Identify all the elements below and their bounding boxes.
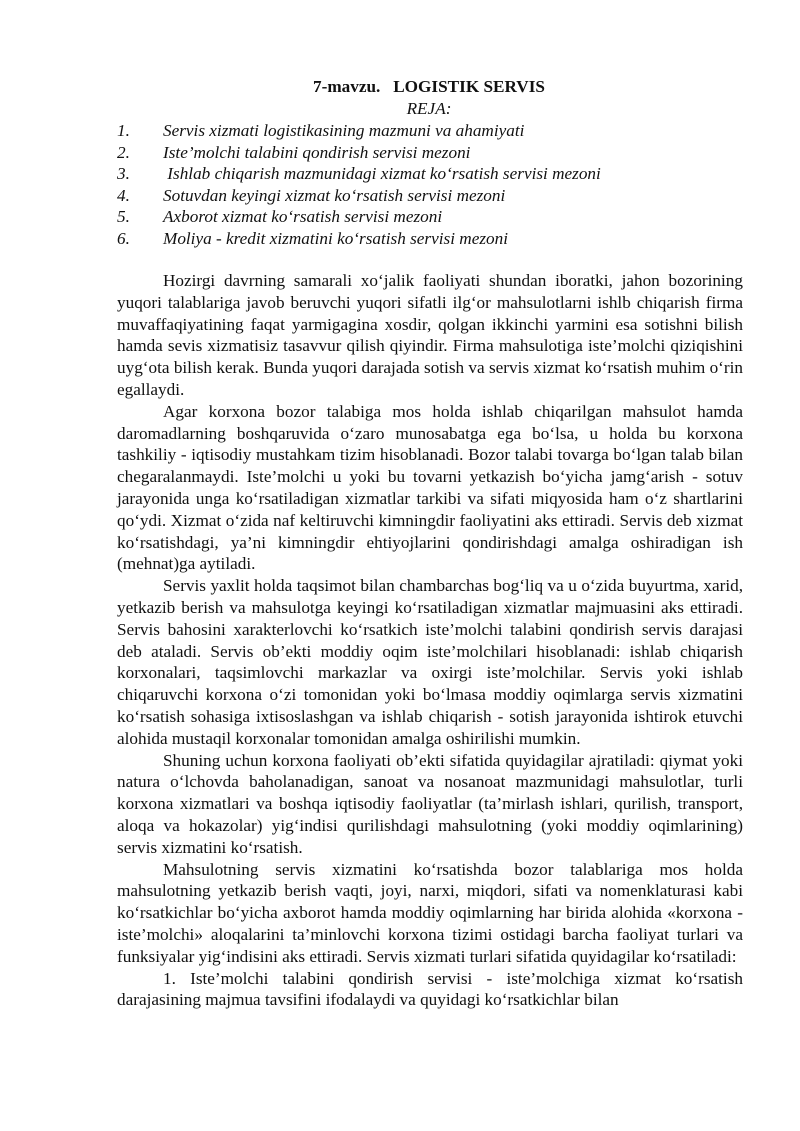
paragraph: Servis yaxlit holda taqsimot bilan chambarchas bog‘liq va u o‘zida buyurtma, xarid, yetkazib berish va mahsulotga keyingi ko‘rsatiladigan xizmatlar majmuasini aks ettiradi. Servis bahosini xarakterlovchi ko‘rsatkich iste’molchi talabini qondirish servis darajasi deb ataladi. Servis ob’ekti moddiy oqim iste’molchilari hisoblanadi: ishlab chiqarish korxonalari, taqsimlovchi markazlar va oxirgi iste’molchilar. Servis yoki ishlab chiqaruvchi korxona o‘zi tomonidan yoki bo‘lmasa moddiy oqimlarga servis xizmatini ko‘rsatish sohasiga ixtisoslashgan va ishlab chiqarish - sotish jarayonida ishtirok etuvchi alohida mustaqil korxonalar tomonidan amalga oshirilishi mumkin.: [117, 576, 743, 748]
paragraph: Hozirgi davrning samarali xo‘jalik faoliyati shundan iboratki, jahon bozorining yuqori talablariga javob beruvchi yuqori sifatli ilg‘or mahsulotlarni ishlb chiqarish firma muvaffaqiyatining faqat yarmigagina xosdir, qolgan ikkinchi yarmini esa sotishni bilish hamda sevis xizmatisiz tasavvur qilish qiyindir. Firma mahsulotiga iste’molchi qiziqishini uyg‘ota bilish kerak. Bunda yuqori darajada sotish va servis xizmat ko‘rsatish muhim o‘rin egallaydi.: [117, 271, 743, 399]
plan-item-text: Sotuvdan keyingi xizmat ko‘rsatish servisi mezoni: [163, 185, 506, 205]
plan-item: [117, 228, 757, 250]
paragraph: Mahsulotning servis xizmatini ko‘rsatishda bozor talablariga mos holda mahsulotning yetkazib berish vaqti, joyi, narxi, miqdori, sifati va nomenklaturasi kabi ko‘rsatkichlar bo‘yicha axborot hamda moddiy oqimlarning har birida alohida «korxona - iste’molchi» aloqalarini ta’minlovchi korxona tizimi ostidagi barcha faoliyat turlari va funksiyalar yig‘indisini aks ettiradi. Servis xizmati turlari sifatida quyidagilar ko‘rsatiladi:: [117, 859, 743, 966]
plan-item-number: 5.: [117, 207, 130, 227]
plan-item: [117, 185, 757, 207]
paragraph: 1. Iste’molchi talabini qondirish servisi - iste’molchiga xizmat ko‘rsatish darajasining majmua tavsifini ifodalaydi va quyidagi ko‘rsatkichlar bilan: [117, 968, 743, 1010]
plan-item-number: 3.: [117, 164, 130, 184]
plan-list: [117, 120, 757, 250]
plan-item: [117, 120, 757, 142]
plan-item-number: 4.: [117, 185, 130, 205]
plan-item-number: 6.: [117, 228, 130, 248]
plan-item-text: Ishlab chiqarish mazmunidagi xizmat ko‘rsatish servisi mezoni: [163, 164, 601, 184]
body-text: [117, 270, 743, 1011]
topic-title: 7-mavzu. LOGISTIK SERVIS: [313, 77, 545, 96]
plan-item-text: Axborot xizmat ko‘rsatish servisi mezoni: [163, 207, 443, 227]
paragraph: Shuning uchun korxona faoliyati ob’ekti sifatida quyidagilar ajratiladi: qiymat yoki natura o‘lchovda baholanadigan, sanoat va nosanoat mazmunidagi mahsulotlar, turli korxona xizmatlari va boshqa iqtisodiy faoliyatlar (ta’mirlash ishlari, qurilish, transport, aloqa va hokazolar) yig‘indisi qurilishdagi mahsulotning (yoki moddiy oqimlarining) servis xizmatini ko‘rsatish.: [117, 750, 743, 857]
plan-item-text: Iste’molchi talabini qondirish servisi mezoni: [163, 142, 471, 162]
paragraph: Agar korxona bozor talabiga mos holda ishlab chiqarilgan mahsulot hamda daromadlarning boshqaruvida o‘zaro munosabatga ega bo‘lsa, u holda bu korxona tashkiliy - iqtisodiy mustahkam tizim hisoblanadi. Bozor talabi tovarga bo‘lgan talab bilan chegaralanmaydi. Iste’molchi u yoki bu tovarni yetkazish bo‘yicha jamg‘arish - sotuv jarayonida unga ko‘rsatiladigan xizmatlar tarkibi va sifati miqyosida ham o‘z shartlarini qo‘ydi. Xizmat o‘zida naf keltiruvchi kimningdir faoliyatini aks ettiradi. Servis deb xizmat ko‘rsatishdagi, ya’ni kimningdir ehtiyojlarini qondirishdagi amalga oshiradigan ish (mehnat)ga aytiladi.: [117, 401, 743, 574]
plan-label: REJA:: [406, 99, 452, 118]
plan-item: [117, 163, 757, 185]
plan-item-text: Servis xizmati logistikasining mazmuni va ahamiyati: [163, 121, 525, 140]
plan-item: [117, 206, 757, 228]
plan-item-number: 1.: [117, 121, 130, 140]
plan-item-text: Moliya - kredit xizmatini ko‘rsatish servisi mezoni: [163, 228, 508, 248]
plan-item-number: 2.: [117, 142, 130, 162]
plan-item: [117, 142, 757, 164]
